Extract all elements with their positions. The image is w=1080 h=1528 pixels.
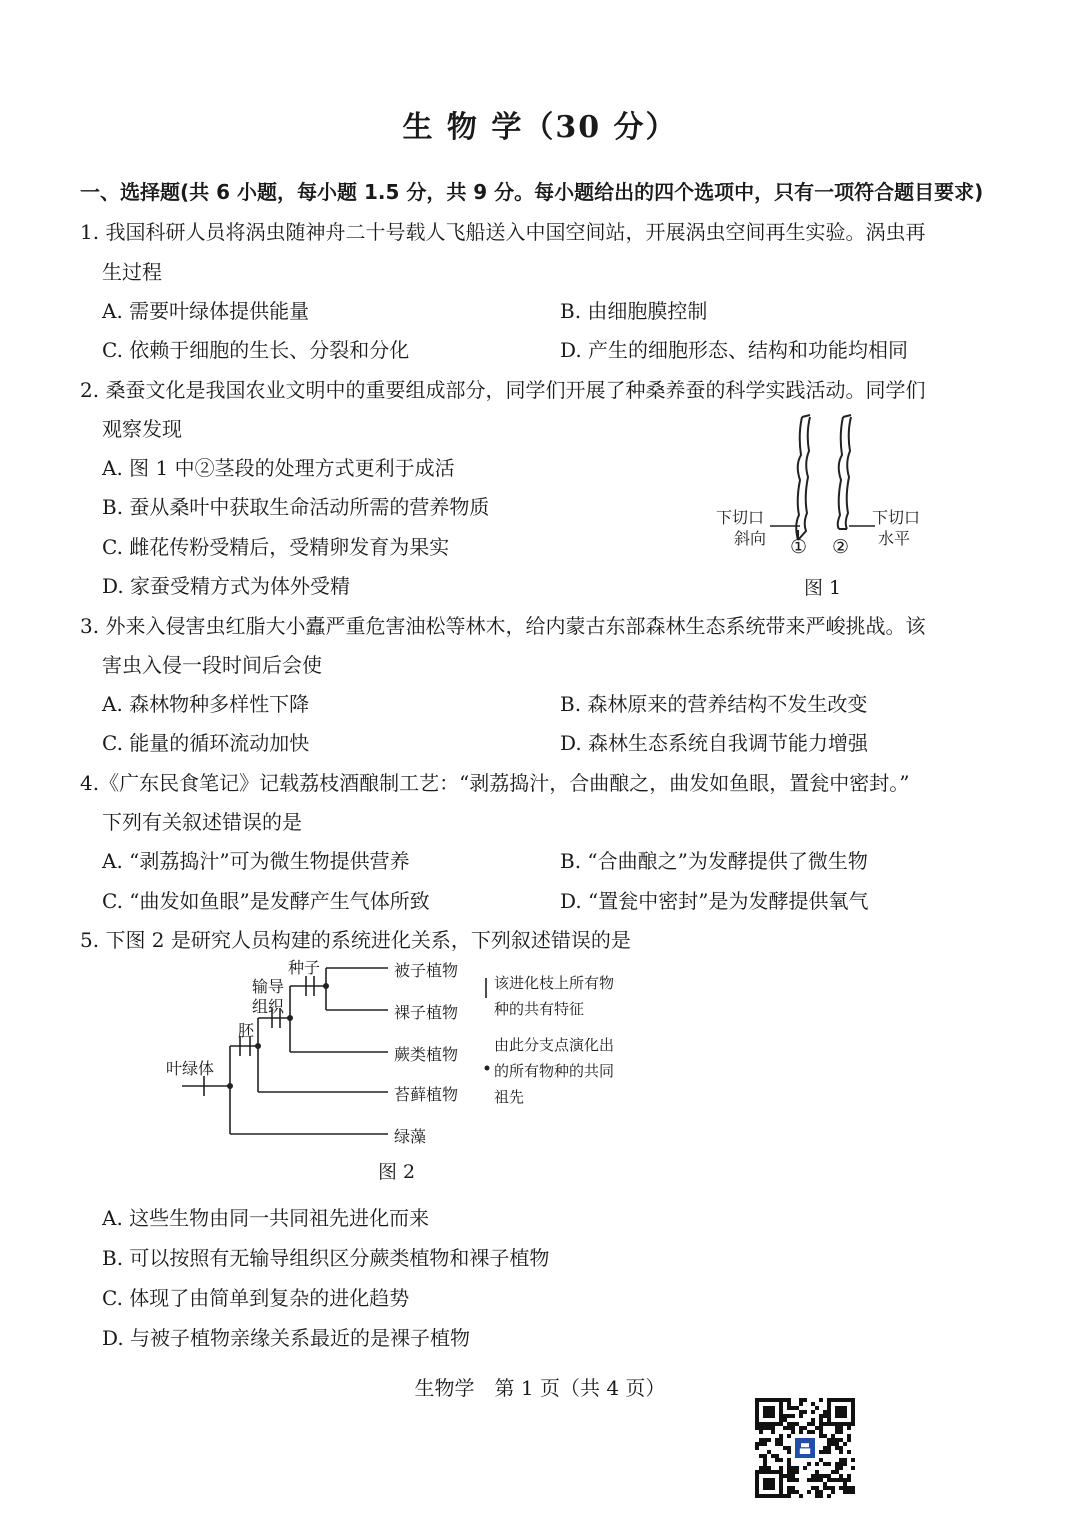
label-gymnosperm: 裸子植物 bbox=[394, 1003, 459, 1022]
question-2-stem-line2: 观察发现 bbox=[102, 417, 182, 441]
page-footer: 生物学 第 1 页（共 4 页） bbox=[414, 1376, 666, 1400]
q4-option-b: B. “合曲酿之”为发酵提供了微生物 bbox=[560, 849, 868, 873]
figure-2-caption: 图 2 bbox=[378, 1161, 416, 1183]
legend-trait-line2: 种的共有特征 bbox=[494, 1000, 585, 1018]
label-angiosperm: 被子植物 bbox=[394, 961, 459, 980]
q2-option-b: B. 蚕从桑叶中获取生命活动所需的营养物质 bbox=[102, 495, 490, 519]
label-green-algae: 绿藻 bbox=[394, 1127, 427, 1146]
q4-option-a: A. “剥荔捣汁”可为微生物提供营养 bbox=[102, 849, 410, 873]
figure-1-left-label-line2: 斜向 bbox=[734, 529, 767, 548]
label-vascular-line1: 输导 bbox=[252, 977, 285, 996]
q1-option-b: B. 由细胞膜控制 bbox=[560, 299, 708, 323]
question-4-stem-line1: 4.《广东民食笔记》记载荔枝酒酿制工艺：“剥荔捣汁，合曲酿之，曲发如鱼眼，置瓮中密封。” bbox=[80, 771, 910, 795]
question-5-stem: 5. 下图 2 是研究人员构建的系统进化关系，下列叙述错误的是 bbox=[80, 928, 631, 952]
legend-ancestor-line1: 由此分支点演化出 bbox=[494, 1036, 615, 1054]
page-title: 生 物 学（30 分） bbox=[402, 110, 678, 145]
q4-option-c: C. “曲发如鱼眼”是发酵产生气体所致 bbox=[102, 889, 430, 913]
question-1-stem-line2: 生过程 bbox=[102, 260, 162, 284]
q5-option-d: D. 与被子植物亲缘关系最近的是裸子植物 bbox=[102, 1326, 471, 1350]
figure-1-number-1: ① bbox=[790, 536, 808, 558]
question-1-stem-line1: 1. 我国科研人员将涡虫随神舟二十号载人飞船送入中国空间站，开展涡虫空间再生实验。涡虫再 bbox=[80, 220, 926, 244]
q1-option-d: D. 产生的细胞形态、结构和功能均相同 bbox=[560, 338, 909, 362]
figure-1-right-label-line1: 下切口 bbox=[872, 508, 921, 527]
qr-code[interactable] bbox=[755, 1398, 855, 1498]
legend-trait-line1: 该进化枝上所有物 bbox=[494, 974, 615, 992]
q3-option-a: A. 森林物种多样性下降 bbox=[102, 692, 310, 716]
label-embryo: 胚 bbox=[238, 1021, 255, 1040]
section-heading: 一、选择题(共 6 小题，每小题 1.5 分，共 9 分。每小题给出的四个选项中，只有一项符合题目要求) bbox=[80, 180, 984, 204]
question-4-stem-line2: 下列有关叙述错误的是 bbox=[102, 810, 302, 834]
figure-1-number-2: ② bbox=[832, 536, 850, 558]
question-3-stem-line1: 3. 外来入侵害虫红脂大小蠹严重危害油松等林木，给内蒙古东部森林生态系统带来严峻挑战。该 bbox=[80, 614, 926, 638]
figure-1 bbox=[700, 405, 940, 605]
label-seed: 种子 bbox=[288, 958, 321, 977]
q1-option-c: C. 依赖于细胞的生长、分裂和分化 bbox=[102, 338, 410, 362]
q3-option-d: D. 森林生态系统自我调节能力增强 bbox=[560, 731, 869, 755]
q5-option-b: B. 可以按照有无输导组织区分蕨类植物和裸子植物 bbox=[102, 1246, 550, 1270]
figure-1-caption: 图 1 bbox=[804, 577, 842, 599]
qr-code-graphic bbox=[755, 1398, 855, 1498]
legend-ancestor-line3: 祖先 bbox=[494, 1088, 525, 1106]
label-chloroplast: 叶绿体 bbox=[166, 1059, 215, 1078]
q5-option-c: C. 体现了由简单到复杂的进化趋势 bbox=[102, 1286, 410, 1310]
q2-option-d: D. 家蚕受精方式为体外受精 bbox=[102, 574, 351, 598]
figure-1-left-label-line1: 下切口 bbox=[716, 508, 765, 527]
q3-option-b: B. 森林原来的营养结构不发生改变 bbox=[560, 692, 868, 716]
label-moss: 苔藓植物 bbox=[394, 1085, 459, 1104]
legend-ancestor-line2: 的所有物种的共同 bbox=[494, 1062, 615, 1080]
label-fern: 蕨类植物 bbox=[394, 1045, 459, 1064]
question-3-stem-line2: 害虫入侵一段时间后会使 bbox=[102, 653, 322, 677]
label-vascular-line2: 组织 bbox=[252, 997, 285, 1016]
figure-2 bbox=[160, 952, 680, 1187]
q5-option-a: A. 这些生物由同一共同祖先进化而来 bbox=[102, 1206, 430, 1230]
question-2-stem-line1: 2. 桑蚕文化是我国农业文明中的重要组成部分，同学们开展了种桑养蚕的科学实践活动。同学们 bbox=[80, 378, 926, 402]
q3-option-c: C. 能量的循环流动加快 bbox=[102, 731, 310, 755]
q2-option-a: A. 图 1 中②茎段的处理方式更利于成活 bbox=[102, 456, 455, 480]
q4-option-d: D. “置瓮中密封”是为发酵提供氧气 bbox=[560, 889, 869, 913]
figure-1-right-label-line2: 水平 bbox=[878, 529, 911, 548]
q1-option-a: A. 需要叶绿体提供能量 bbox=[102, 299, 310, 323]
q2-option-c: C. 雌花传粉受精后，受精卵发育为果实 bbox=[102, 535, 450, 559]
